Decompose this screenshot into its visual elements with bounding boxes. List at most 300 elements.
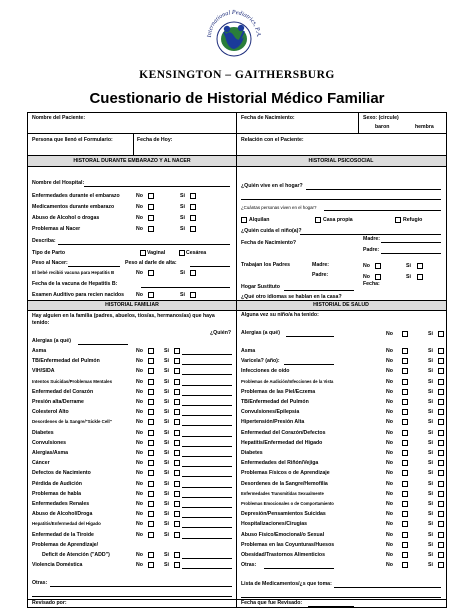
- health-condition-si: Si: [428, 358, 433, 365]
- family-condition-si-checkbox[interactable]: [174, 419, 180, 425]
- family-condition-si: Si: [164, 552, 169, 558]
- family-condition-no-checkbox[interactable]: [148, 460, 154, 466]
- family-condition-no-checkbox[interactable]: [148, 409, 154, 415]
- parent-birth-date-label: Fecha de Nacimiento?: [241, 240, 297, 246]
- health-condition-label: TB/Enfermedad del Pulmón: [241, 399, 309, 405]
- family-condition-no: No: [136, 399, 143, 405]
- health-condition-label: Enfermedad del Corazón/Defectos: [241, 429, 326, 436]
- family-condition-no-checkbox[interactable]: [148, 532, 154, 538]
- family-condition-who-line[interactable]: [182, 487, 232, 488]
- foster-date-label: Fecha:: [363, 281, 380, 287]
- birth-mother-label: Madre:: [363, 236, 381, 242]
- family-condition-label: VIH/SIDA: [32, 368, 55, 375]
- health-condition-si-checkbox[interactable]: [438, 440, 444, 446]
- health-condition-line[interactable]: [264, 568, 334, 569]
- own-house-label: Casa propia: [323, 217, 353, 223]
- health-condition-no-checkbox[interactable]: [402, 399, 408, 405]
- health-condition-no-checkbox[interactable]: [402, 419, 408, 425]
- shelter-label: Refugio: [403, 217, 423, 223]
- family-condition-no: No: [136, 470, 143, 477]
- vaginal-checkbox[interactable]: [140, 250, 146, 256]
- own-house-checkbox[interactable]: [315, 217, 321, 223]
- birth-father-label: Padre:: [363, 247, 380, 253]
- pregnancy-row-si-checkbox[interactable]: [190, 226, 196, 232]
- health-condition-no-checkbox[interactable]: [402, 430, 408, 436]
- pregnancy-row-no: No: [136, 204, 143, 210]
- health-condition-no: No: [386, 419, 393, 426]
- health-condition-label: Problemas Físicos o de Aprendizaje: [241, 470, 330, 477]
- family-condition-no-checkbox[interactable]: [148, 440, 154, 446]
- pregnancy-row-si: Si: [180, 215, 185, 221]
- page-title: Cuestionario de Historial Médico Familiar: [89, 90, 385, 107]
- health-condition-label: Infecciones de oído: [241, 368, 290, 375]
- pregnancy-row-si: Si: [180, 226, 185, 232]
- health-condition-no: No: [386, 490, 393, 497]
- health-condition-si-checkbox[interactable]: [438, 419, 444, 425]
- health-condition-si-checkbox[interactable]: [438, 481, 444, 487]
- health-condition-si: Si: [428, 531, 433, 538]
- work-mother-si-checkbox[interactable]: [417, 263, 423, 269]
- family-condition-no: No: [136, 552, 143, 558]
- family-condition-who-line[interactable]: [182, 436, 232, 437]
- health-condition-no-checkbox[interactable]: [402, 460, 408, 466]
- family-condition-no: No: [136, 450, 143, 456]
- work-father-si-checkbox[interactable]: [417, 274, 423, 280]
- family-condition-who-line[interactable]: [182, 405, 232, 406]
- review-date-label: Fecha que fue Revisado:: [241, 600, 303, 606]
- family-condition-who-line[interactable]: [182, 558, 232, 559]
- pregnancy-row-no: No: [136, 193, 143, 199]
- family-condition-no: No: [136, 358, 143, 365]
- pregnancy-row-no-checkbox[interactable]: [148, 204, 154, 210]
- family-allergies-label: Alergias (a qué): [32, 338, 71, 344]
- health-condition-label: Abuso Físico/Emocional/o Sexual: [241, 531, 325, 538]
- family-condition-label: Problemas de habla: [32, 490, 82, 497]
- family-condition-who-line[interactable]: [182, 425, 232, 426]
- family-condition-si-checkbox[interactable]: [174, 389, 180, 395]
- family-condition-no: No: [136, 521, 143, 528]
- family-condition-si: Si: [164, 439, 169, 446]
- health-condition-no-checkbox[interactable]: [402, 450, 408, 456]
- today-date-label: Fecha de Hoy:: [137, 137, 173, 143]
- family-condition-no-checkbox[interactable]: [148, 511, 154, 517]
- health-condition-si: Si: [428, 439, 433, 446]
- family-condition-si-checkbox[interactable]: [174, 491, 180, 497]
- family-condition-label: Enfermedad del Corazón: [32, 388, 94, 395]
- health-condition-label: Diabetes: [241, 450, 263, 456]
- rent-label: Alquilan: [249, 217, 270, 223]
- health-condition-line[interactable]: [284, 364, 334, 365]
- pregnancy-row-si-checkbox[interactable]: [190, 193, 196, 199]
- health-condition-label: Otras:: [241, 562, 257, 569]
- health-condition-no: No: [386, 368, 393, 375]
- sex-male-option[interactable]: baron: [375, 124, 390, 130]
- family-condition-who-line[interactable]: [182, 385, 232, 386]
- family-condition-who-line[interactable]: [182, 497, 232, 498]
- family-condition-si: Si: [164, 348, 169, 354]
- hepb-no-checkbox[interactable]: [148, 270, 154, 276]
- health-condition-si: Si: [428, 521, 433, 528]
- hearing-no-checkbox[interactable]: [148, 292, 154, 298]
- health-condition-label: Hepatitis/Enfermedad del Higado: [241, 439, 323, 446]
- languages-label: ¿Qué otro idiomas se hablan en la casa?: [241, 294, 342, 300]
- birth-type-label: Tipo de Parto: [32, 250, 66, 256]
- work-mother-label: Madre:: [312, 262, 330, 268]
- hepb-si-checkbox[interactable]: [190, 270, 196, 276]
- family-condition-label: Deficit de Atención ("ADD"): [42, 552, 110, 558]
- relation-label: Relación con el Paciente:: [241, 137, 304, 143]
- health-condition-no-checkbox[interactable]: [402, 358, 408, 364]
- health-condition-no-checkbox[interactable]: [402, 552, 408, 558]
- health-condition-si-checkbox[interactable]: [438, 511, 444, 517]
- health-condition-si-checkbox[interactable]: [438, 562, 444, 568]
- health-condition-no: No: [386, 460, 393, 467]
- work-mother-si: Si: [406, 263, 411, 269]
- health-condition-no-checkbox[interactable]: [402, 368, 408, 374]
- discharge-weight-label: Peso al darle de alta:: [125, 260, 177, 266]
- health-condition-label: Asma: [241, 348, 256, 354]
- family-condition-no-checkbox[interactable]: [148, 348, 154, 354]
- health-condition-si-checkbox[interactable]: [438, 552, 444, 558]
- health-allergies-label: Alergias (a qué): [241, 330, 280, 336]
- family-condition-label: Defectos de Nacimiento: [32, 470, 91, 477]
- family-condition-label: Problemas de Aprendizaje/: [32, 541, 99, 548]
- health-condition-no: No: [386, 511, 393, 518]
- sex-label: Sexo: (circule): [363, 115, 399, 121]
- family-condition-si: Si: [164, 490, 169, 497]
- family-condition-no: No: [136, 490, 143, 497]
- family-condition-who-line[interactable]: [182, 395, 232, 396]
- health-allergies-si-checkbox[interactable]: [438, 331, 444, 337]
- health-condition-no: No: [386, 521, 393, 528]
- family-condition-no-checkbox[interactable]: [148, 521, 154, 527]
- family-condition-who-line[interactable]: [182, 527, 232, 528]
- family-condition-no: No: [136, 511, 143, 518]
- health-condition-no: No: [386, 399, 393, 405]
- family-condition-no-checkbox[interactable]: [148, 430, 154, 436]
- family-condition-si: Si: [164, 562, 169, 569]
- work-father-no: No: [363, 274, 370, 280]
- health-condition-si-checkbox[interactable]: [438, 348, 444, 354]
- pregnancy-row-no-checkbox[interactable]: [148, 226, 154, 232]
- health-condition-si-checkbox[interactable]: [438, 450, 444, 456]
- health-condition-label: Obesidad/Trastornos Alimenticios: [241, 552, 325, 558]
- sex-female-option[interactable]: hembra: [415, 124, 434, 130]
- family-condition-si-checkbox[interactable]: [174, 532, 180, 538]
- family-condition-no-checkbox[interactable]: [148, 562, 154, 568]
- health-condition-no: No: [386, 388, 393, 395]
- clinic-logo: [203, 3, 265, 65]
- shelter-checkbox[interactable]: [395, 217, 401, 223]
- family-condition-no: No: [136, 531, 143, 538]
- family-condition-si-checkbox[interactable]: [174, 552, 180, 558]
- pregnancy-header: HISTORAL DURANTE EMBARAZO Y AL NACER: [73, 158, 191, 164]
- pregnancy-row-label: Medicamentos durante embarazo: [32, 204, 115, 210]
- family-condition-si: Si: [164, 368, 169, 375]
- health-condition-si-checkbox[interactable]: [438, 409, 444, 415]
- family-condition-who-line[interactable]: [182, 446, 232, 447]
- health-condition-si-checkbox[interactable]: [438, 521, 444, 527]
- family-condition-si-checkbox[interactable]: [174, 409, 180, 415]
- hepb-no: No: [136, 270, 143, 276]
- family-condition-who-line[interactable]: [182, 415, 232, 416]
- family-condition-label: Abuso de Alcohol/Droga: [32, 511, 93, 518]
- work-mother-no: No: [363, 263, 370, 269]
- family-condition-no-checkbox[interactable]: [148, 399, 154, 405]
- health-condition-no-checkbox[interactable]: [402, 409, 408, 415]
- health-condition-no-checkbox[interactable]: [402, 511, 408, 517]
- family-condition-no: No: [136, 480, 143, 487]
- family-condition-no-checkbox[interactable]: [148, 379, 154, 385]
- pregnancy-row-no-checkbox[interactable]: [148, 215, 154, 221]
- health-condition-no: No: [386, 531, 393, 538]
- family-question: Hay alguien en la familia (padres, abuelos, tíos/as, hermanos/as) que haya tenido:: [32, 313, 215, 326]
- family-condition-no: No: [136, 562, 143, 569]
- health-condition-label: Problemas de Audición/Infecciones de la Vista: [241, 378, 334, 384]
- family-condition-no-checkbox[interactable]: [148, 491, 154, 497]
- family-condition-si-checkbox[interactable]: [174, 481, 180, 487]
- family-condition-si-checkbox[interactable]: [174, 379, 180, 385]
- family-condition-si: Si: [164, 419, 169, 426]
- pregnancy-row-label: Problemas al Nacer: [32, 226, 81, 232]
- family-condition-si-checkbox[interactable]: [174, 501, 180, 507]
- family-condition-who-line[interactable]: [182, 456, 232, 457]
- health-condition-no-checkbox[interactable]: [402, 440, 408, 446]
- health-condition-label: Depresión/Pensamientos Suicidas: [241, 511, 326, 518]
- family-condition-si: Si: [164, 460, 169, 467]
- health-allergies-si: Si: [428, 331, 433, 337]
- family-condition-label: Alergias/Asma: [32, 450, 69, 456]
- health-condition-si-checkbox[interactable]: [438, 368, 444, 374]
- family-condition-no-checkbox[interactable]: [148, 481, 154, 487]
- health-condition-no: No: [386, 409, 393, 416]
- health-condition-si: Si: [428, 490, 433, 497]
- health-condition-si: Si: [428, 399, 433, 405]
- health-condition-label: Problemas Emocionales o de Comportamiento: [241, 501, 334, 506]
- health-condition-no-checkbox[interactable]: [402, 501, 408, 507]
- reviewed-by-label: Revisado por:: [32, 600, 67, 606]
- family-condition-who-line[interactable]: [182, 507, 232, 508]
- family-condition-who-line[interactable]: [182, 374, 232, 375]
- hepb-si: Si: [180, 270, 185, 276]
- family-condition-no: No: [136, 368, 143, 375]
- hearing-si: Si: [180, 292, 185, 298]
- health-condition-si-checkbox[interactable]: [438, 379, 444, 385]
- family-condition-label: Pérdida de Audición: [32, 480, 82, 487]
- medications-label: Lista de Medicamentos/¿s que toma:: [241, 581, 332, 587]
- family-condition-si: Si: [164, 501, 169, 507]
- family-condition-no-checkbox[interactable]: [148, 368, 154, 374]
- family-condition-label: Hepatitis/Enfermedad del Higado: [32, 521, 101, 527]
- family-condition-si: Si: [164, 358, 169, 365]
- health-condition-si: Si: [428, 368, 433, 375]
- family-condition-si: Si: [164, 521, 169, 528]
- family-condition-no: No: [136, 409, 143, 416]
- family-condition-label: Enfermedades Renales: [32, 501, 90, 507]
- family-condition-who-line[interactable]: [182, 568, 232, 569]
- who-column-label: ¿Quién?: [210, 330, 232, 336]
- family-condition-who-line[interactable]: [182, 466, 232, 467]
- how-many-label: ¿Cuántas personas viven en el hogar?: [241, 205, 317, 210]
- family-condition-no-checkbox[interactable]: [148, 450, 154, 456]
- health-condition-no: No: [386, 358, 393, 365]
- health-condition-no-checkbox[interactable]: [402, 379, 408, 385]
- pregnancy-row-no: No: [136, 215, 143, 221]
- pregnancy-row-si-checkbox[interactable]: [190, 215, 196, 221]
- rent-checkbox[interactable]: [241, 217, 247, 223]
- health-condition-si: Si: [428, 552, 433, 558]
- family-condition-who-line[interactable]: [182, 354, 232, 355]
- family-condition-label: Intentos Suicidas/Problemas Mentales: [32, 378, 113, 384]
- pregnancy-row-si-checkbox[interactable]: [190, 204, 196, 210]
- family-condition-label: Diabetes: [32, 429, 54, 436]
- health-condition-no-checkbox[interactable]: [402, 562, 408, 568]
- family-condition-no: No: [136, 388, 143, 395]
- family-condition-label: Asma: [32, 348, 47, 354]
- family-condition-si: Si: [164, 429, 169, 436]
- family-condition-si-checkbox[interactable]: [174, 440, 180, 446]
- family-condition-si-checkbox[interactable]: [174, 348, 180, 354]
- health-condition-si: Si: [428, 450, 433, 456]
- family-condition-no-checkbox[interactable]: [148, 358, 154, 364]
- health-condition-no-checkbox[interactable]: [402, 389, 408, 395]
- health-condition-si-checkbox[interactable]: [438, 399, 444, 405]
- health-condition-label: Varicela? (año):: [241, 358, 280, 365]
- work-father-no-checkbox[interactable]: [375, 274, 381, 280]
- family-condition-si: Si: [164, 450, 169, 456]
- hearing-label: Examen Auditivo para recien nacidos: [32, 292, 125, 298]
- foster-home-label: Hogar Sustituto: [241, 284, 280, 290]
- family-condition-who-line[interactable]: [182, 364, 232, 365]
- patient-name-label: Nombre del Paciente:: [32, 115, 86, 121]
- family-condition-label: Violencia Doméstica: [32, 562, 83, 569]
- family-condition-label: Colesterol Alto: [32, 409, 69, 416]
- family-condition-si: Si: [164, 399, 169, 405]
- pregnancy-row-label: Enfermedades durante el embarazo: [32, 193, 120, 199]
- svg-text:International Pediatrics, P.A.: International Pediatrics, P.A.: [205, 8, 263, 38]
- health-condition-si: Si: [428, 409, 433, 416]
- health-condition-si-checkbox[interactable]: [438, 389, 444, 395]
- parents-work-label: Trabajan los Padres: [241, 262, 291, 268]
- work-mother-no-checkbox[interactable]: [375, 263, 381, 269]
- family-condition-si-checkbox[interactable]: [174, 358, 180, 364]
- health-condition-no-checkbox[interactable]: [402, 491, 408, 497]
- filled-by-label: Persona que llenó el Formulario:: [32, 137, 113, 143]
- health-condition-no-checkbox[interactable]: [402, 532, 408, 538]
- org-name: KENSINGTON – GAITHERSBURG: [139, 69, 335, 81]
- family-condition-no-checkbox[interactable]: [148, 389, 154, 395]
- family-condition-no-checkbox[interactable]: [148, 552, 154, 558]
- family-condition-si-checkbox[interactable]: [174, 450, 180, 456]
- family-condition-si: Si: [164, 388, 169, 395]
- health-condition-si: Si: [428, 562, 433, 569]
- health-header: HISTORIAL DE SALUD: [313, 302, 369, 308]
- family-condition-si-checkbox[interactable]: [174, 562, 180, 568]
- family-condition-si-checkbox[interactable]: [174, 460, 180, 466]
- health-condition-no: No: [386, 439, 393, 446]
- family-condition-no: No: [136, 439, 143, 446]
- birth-weight-label: Peso al Nacer:: [32, 260, 68, 266]
- health-condition-no: No: [386, 378, 393, 385]
- family-condition-no-checkbox[interactable]: [148, 501, 154, 507]
- health-condition-si: Si: [428, 470, 433, 477]
- describe-label: Describa:: [32, 238, 56, 244]
- family-header: HISTORIAL FAMILIAR: [105, 302, 159, 308]
- health-condition-label: Problemas de las Piel/Eczema: [241, 388, 316, 395]
- caretaker-label: ¿Quién cuida el niño(a)?: [241, 228, 302, 234]
- health-condition-no-checkbox[interactable]: [402, 348, 408, 354]
- health-condition-si-checkbox[interactable]: [438, 501, 444, 507]
- family-condition-si-checkbox[interactable]: [174, 430, 180, 436]
- work-father-si: Si: [406, 274, 411, 280]
- family-condition-si: Si: [164, 531, 169, 538]
- health-condition-no: No: [386, 470, 393, 477]
- pregnancy-row-si: Si: [180, 204, 185, 210]
- health-condition-label: Problemas en las Coyunturas/Huesos: [241, 541, 335, 548]
- health-condition-label: Convulsiones/Epilepsia: [241, 409, 300, 416]
- family-condition-label: Enfermedad de la Tiroide: [32, 531, 94, 538]
- family-condition-who-line[interactable]: [182, 538, 232, 539]
- health-condition-no-checkbox[interactable]: [402, 521, 408, 527]
- family-condition-si: Si: [164, 378, 169, 385]
- health-condition-no-checkbox[interactable]: [402, 470, 408, 476]
- health-condition-si-checkbox[interactable]: [438, 470, 444, 476]
- work-father-label: Padre:: [312, 272, 329, 278]
- health-condition-no: No: [386, 552, 393, 558]
- health-condition-no: No: [386, 541, 393, 548]
- pregnancy-row-no-checkbox[interactable]: [148, 193, 154, 199]
- health-condition-si: Si: [428, 460, 433, 467]
- hearing-no: No: [136, 292, 143, 298]
- family-condition-label: Cáncer: [32, 460, 50, 467]
- health-condition-label: Hospitalizaciones/Cirugias: [241, 521, 308, 528]
- health-condition-si-checkbox[interactable]: [438, 358, 444, 364]
- family-condition-si-checkbox[interactable]: [174, 511, 180, 517]
- family-condition-no-checkbox[interactable]: [148, 419, 154, 425]
- family-condition-no-checkbox[interactable]: [148, 470, 154, 476]
- pregnancy-row-si: Si: [180, 193, 185, 199]
- health-condition-no-checkbox[interactable]: [402, 542, 408, 548]
- cesarea-checkbox[interactable]: [179, 250, 185, 256]
- family-condition-si-checkbox[interactable]: [174, 399, 180, 405]
- health-condition-si: Si: [428, 419, 433, 426]
- health-condition-si-checkbox[interactable]: [438, 542, 444, 548]
- family-condition-si-checkbox[interactable]: [174, 521, 180, 527]
- pregnancy-row-no: No: [136, 226, 143, 232]
- family-condition-si-checkbox[interactable]: [174, 470, 180, 476]
- health-condition-si: Si: [428, 480, 433, 487]
- health-condition-no-checkbox[interactable]: [402, 481, 408, 487]
- health-allergies-no-checkbox[interactable]: [402, 331, 408, 337]
- family-condition-no: No: [136, 501, 143, 507]
- family-condition-si: Si: [164, 480, 169, 487]
- health-condition-si-checkbox[interactable]: [438, 460, 444, 466]
- health-condition-no: No: [386, 429, 393, 436]
- family-condition-label: TB/Enfermedad del Pulmón: [32, 358, 100, 365]
- family-condition-who-line[interactable]: [182, 476, 232, 477]
- family-condition-no: No: [136, 460, 143, 467]
- family-others-label: Otras:: [32, 580, 48, 586]
- who-lives-label: ¿Quién vive en el hogar?: [241, 183, 303, 189]
- health-allergies-no: No: [386, 331, 393, 337]
- family-condition-si-checkbox[interactable]: [174, 368, 180, 374]
- health-condition-si-checkbox[interactable]: [438, 532, 444, 538]
- health-condition-si-checkbox[interactable]: [438, 430, 444, 436]
- hearing-si-checkbox[interactable]: [190, 292, 196, 298]
- health-condition-si-checkbox[interactable]: [438, 491, 444, 497]
- family-condition-who-line[interactable]: [182, 517, 232, 518]
- health-condition-si: Si: [428, 348, 433, 354]
